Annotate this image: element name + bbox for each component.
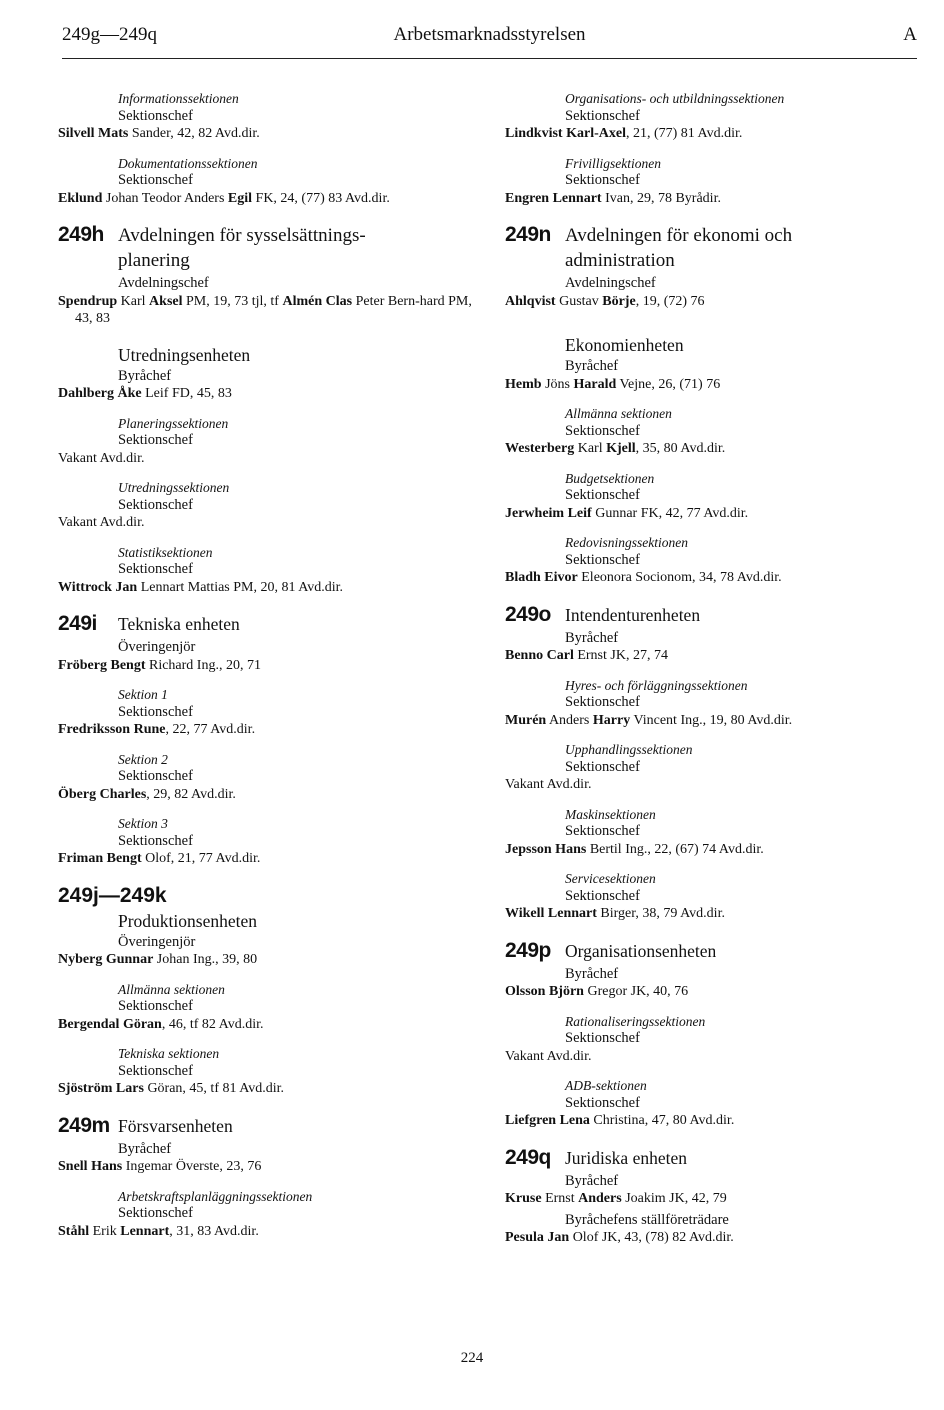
right-column [505, 90, 935, 1247]
section-name: Allmänna sektionen [565, 406, 672, 421]
unit-name: Försvarsenheten [118, 1115, 233, 1136]
section-name: Sektion 1 [118, 687, 168, 702]
details: Lennart Mattias PM, 20, 81 Avd.dir. [137, 579, 344, 595]
person-entry [505, 293, 935, 311]
surname: Jerwheim Leif [505, 505, 592, 521]
section-name: Maskinsektionen [565, 806, 656, 822]
details: Ernst [541, 1191, 579, 1206]
details: Karl [574, 441, 607, 456]
acting-name: Almén Clas [282, 293, 353, 309]
surname: Hemb [505, 376, 542, 392]
section-name: Organisations- och utbildningssektionen [565, 91, 785, 106]
details: Christina, 47, 80 Avd.dir. [589, 1113, 735, 1128]
role-title: Avdelningschef [118, 275, 209, 291]
section-code: 249j—249k [58, 883, 167, 907]
first-name: Harald [573, 376, 617, 392]
surname: Snell Hans [58, 1159, 123, 1174]
details: Göran, 45, tf 81 Avd.dir. [143, 1081, 285, 1096]
section-name: Tekniska sektionen [118, 1046, 220, 1061]
details: Anders [546, 712, 593, 728]
details: Bertil Ing., 22, (67) 74 Avd.dir. [586, 841, 764, 857]
vacant-entry: Vakant Avd.dir. [505, 1048, 592, 1064]
person-entry [58, 951, 488, 969]
details: , 29, 82 Avd.dir. [146, 786, 236, 802]
section-name: Utredningssektionen [118, 480, 230, 495]
person-entry [505, 190, 935, 208]
section-name: Hyres- och förläggningssektionen [565, 677, 748, 693]
details: Johan Teodor Anders [102, 190, 228, 206]
role-title: Sektionschef [565, 823, 640, 839]
role-title: Sektionschef [565, 422, 640, 439]
header-title: Arbetsmarknadsstyrelsen [393, 24, 586, 45]
first-name: Aksel [149, 293, 183, 309]
details: Gunnar FK, 42, 77 Avd.dir. [591, 505, 749, 521]
section-name: Arbetskraftsplanläggningssektionen [118, 1188, 313, 1204]
vacant-entry: Vakant Avd.dir. [58, 515, 145, 530]
surname: Fredriksson Rune [58, 722, 166, 737]
unit-name: Ekonomienheten [565, 335, 684, 355]
surname: Lindkvist Karl-Axel [505, 126, 626, 141]
role-title: Byråchef [565, 358, 619, 374]
unit-name: Tekniska enheten [118, 614, 240, 634]
first-name: Anders [578, 1191, 622, 1206]
details: , 46, tf 82 Avd.dir. [161, 1016, 264, 1032]
surname: Spendrup [58, 293, 118, 309]
role-title: Sektionschef [565, 1030, 640, 1046]
details: , 19, (72) 76 [635, 293, 705, 309]
section-heading-249h [58, 223, 488, 273]
section-name: Frivilligsektionen [565, 155, 661, 171]
section-code: 249q [505, 1145, 551, 1169]
person-entry [58, 850, 488, 868]
header-rule [62, 58, 917, 59]
section-heading-249q [505, 1146, 935, 1171]
details: Olof JK, 43, (78) 82 Avd.dir. [569, 1230, 734, 1245]
role-title: Sektionschef [118, 561, 193, 577]
details: Ernst JK, 27, 74 [573, 648, 668, 663]
role-title: Sektionschef [118, 1205, 193, 1221]
person-entry [505, 505, 935, 523]
person-entry [505, 569, 935, 587]
surname: Wittrock Jan [58, 579, 138, 595]
surname: Ståhl [58, 1223, 90, 1239]
surname: Ahlqvist [505, 293, 556, 309]
surname: Silvell Mats [58, 126, 129, 141]
role-title: Sektionschef [118, 496, 193, 513]
person-entry [58, 190, 488, 208]
person-entry [505, 125, 935, 143]
details: Johan Ing., 39, 80 [153, 952, 258, 967]
vacant-entry: Vakant Avd.dir. [505, 777, 592, 792]
person-entry [58, 1158, 488, 1176]
section-heading-249m [58, 1114, 488, 1139]
running-header [62, 24, 917, 48]
section-name: Statistiksektionen [118, 544, 213, 560]
unit-name: Intendenturenheten [565, 604, 701, 625]
details: PM, 19, 73 tjl, tf [182, 293, 283, 309]
role-title: Byråchef [118, 1140, 172, 1157]
person-entry [58, 1080, 488, 1098]
surname: Bergendal Göran [58, 1016, 162, 1032]
role-title: Byråchef [565, 965, 619, 982]
surname: Liefgren Lena [505, 1113, 590, 1128]
department-name-cont: planering [118, 250, 190, 271]
details: Vincent Ing., 19, 80 Avd.dir. [630, 712, 793, 728]
section-code: 249h [58, 223, 104, 246]
details: Karl [117, 293, 150, 309]
first-name: Börje [602, 293, 636, 309]
surname: Murén [505, 712, 547, 728]
role-title: Sektionschef [118, 998, 193, 1014]
section-heading-249p [505, 939, 935, 964]
first-name: Egil [227, 190, 253, 206]
details: , 35, 80 Avd.dir. [635, 441, 726, 456]
vacant-entry: Vakant Avd.dir. [58, 450, 145, 466]
role-title: Sektionschef [118, 768, 193, 784]
section-heading-249o [505, 603, 935, 628]
section-code: 249m [58, 1113, 110, 1137]
section-name: Servicesektionen [565, 871, 656, 886]
surname: Pesula Jan [505, 1230, 570, 1245]
role-title: Överingenjör [118, 933, 196, 950]
surname: Friman Bengt [58, 851, 142, 866]
surname: Engren Lennart [505, 190, 602, 206]
surname: Öberg Charles [58, 786, 147, 802]
person-entry [58, 385, 488, 403]
section-code: 249i [58, 612, 97, 635]
role-title: Sektionschef [118, 432, 193, 448]
person-entry [505, 376, 935, 394]
surname: Olsson Björn [505, 984, 584, 999]
role-title: Sektionschef [565, 887, 640, 904]
role-title: Byråchef [565, 629, 619, 646]
role-title: Sektionschef [118, 832, 193, 849]
first-name: Lennart [120, 1223, 170, 1239]
department-name: Avdelningen för sysselsättnings- [118, 225, 366, 246]
first-name: Harry [592, 712, 631, 728]
section-name: Budgetsektionen [565, 470, 655, 486]
header-letter: A [903, 24, 917, 45]
section-name: Sektion 3 [118, 816, 168, 831]
surname: Fröberg Bengt [58, 657, 146, 673]
surname: Westerberg [505, 441, 575, 456]
person-entry [505, 905, 935, 923]
role-title: Sektionschef [565, 758, 640, 775]
role-title: Sektionschef [565, 1094, 640, 1111]
role-title: Sektionschef [118, 107, 193, 124]
details: , 22, 77 Avd.dir. [165, 722, 256, 737]
details: Joakim JK, 42, 79 [621, 1191, 727, 1206]
surname: Nyberg Gunnar [58, 952, 154, 967]
unit-name: Produktionsenheten [118, 910, 258, 931]
section-code: 249n [505, 223, 551, 246]
details: Leif FD, 45, 83 [141, 386, 232, 401]
first-name: Kjell [606, 441, 636, 456]
person-entry [58, 293, 488, 328]
details: Ingemar Överste, 23, 76 [122, 1159, 262, 1174]
role-title: Byråchefens ställföreträdare [565, 1211, 729, 1228]
role-title: Sektionschef [118, 703, 193, 720]
unit-name: Utredningsenheten [118, 344, 251, 365]
surname: Benno Carl [505, 648, 574, 663]
section-name: Sektion 2 [118, 751, 168, 767]
section-code: 249o [505, 602, 551, 626]
surname: Dahlberg Åke [58, 386, 142, 401]
person-entry [58, 579, 488, 597]
surname: Sjöström Lars [58, 1081, 144, 1096]
page-number: 224 [460, 1350, 484, 1366]
details: , 31, 83 Avd.dir. [169, 1223, 259, 1239]
left-column [58, 90, 488, 1240]
person-entry [505, 841, 935, 859]
department-name-cont: administration [565, 250, 675, 271]
section-name: Allmänna sektionen [118, 981, 225, 997]
unit-name: Organisationsenheten [565, 940, 717, 961]
section-name: Informationssektionen [118, 91, 239, 106]
surname: Wikell Lennart [505, 906, 597, 921]
details: Ivan, 29, 78 Byrådir. [601, 190, 721, 206]
role-title: Byråchef [565, 1172, 619, 1189]
details: FK, 24, (77) 83 Avd.dir. [252, 190, 390, 206]
details: Jöns [541, 376, 574, 392]
details: Sander, 42, 82 Avd.dir. [128, 126, 260, 141]
role-title: Byråchef [118, 367, 172, 384]
person-entry [505, 712, 935, 730]
person-entry [505, 647, 935, 665]
details: Gregor JK, 40, 76 [583, 984, 689, 999]
details: Peter Bern-hard PM, 43, 83 [75, 293, 472, 326]
role-title: Sektionschef [565, 172, 640, 188]
person-entry [505, 440, 935, 458]
section-heading-249i [58, 612, 488, 637]
section-name: Redovisningssektionen [565, 535, 688, 550]
details: Gustav [555, 293, 603, 309]
section-name: Upphandlingssektionen [565, 742, 693, 757]
details: , 21, (77) 81 Avd.dir. [625, 126, 743, 141]
details: Birger, 38, 79 Avd.dir. [596, 906, 725, 921]
details: Richard Ing., 20, 71 [145, 657, 261, 673]
department-name: Avdelningen för ekonomi och [565, 225, 793, 246]
header-range: 249g—249q [62, 24, 157, 45]
role-title: Sektionschef [565, 107, 640, 124]
role-title: Sektionschef [565, 551, 640, 568]
role-title: Sektionschef [565, 694, 640, 710]
role-title: Sektionschef [565, 487, 640, 503]
person-entry [58, 786, 488, 804]
section-name: Planeringssektionen [118, 415, 229, 431]
surname: Eklund [58, 190, 103, 206]
surname: Kruse [505, 1191, 542, 1206]
surname: Jepsson Hans [505, 841, 587, 857]
details: Eleonora Socionom, 34, 78 Avd.dir. [577, 570, 782, 585]
person-entry [505, 983, 935, 1001]
person-entry [58, 125, 488, 143]
role-title: Överingenjör [118, 639, 196, 655]
section-heading-249n [505, 223, 935, 273]
role-title: Sektionschef [118, 172, 193, 188]
person-entry [505, 1112, 935, 1130]
person-entry [58, 1223, 488, 1241]
section-name: Dokumentationssektionen [118, 155, 258, 171]
section-name: Rationaliseringssektionen [565, 1013, 706, 1029]
details: Olof, 21, 77 Avd.dir. [141, 851, 261, 866]
role-title: Sektionschef [118, 1062, 193, 1079]
unit-name: Juridiska enheten [565, 1147, 687, 1168]
person-entry [58, 721, 488, 739]
section-code: 249p [505, 938, 551, 962]
person-entry [505, 1190, 935, 1208]
section-name: ADB-sektionen [565, 1078, 647, 1093]
details: Vejne, 26, (71) 76 [616, 376, 721, 392]
person-entry [505, 1229, 935, 1247]
person-entry [58, 657, 488, 675]
details: Erik [89, 1223, 121, 1239]
surname: Bladh Eivor [505, 570, 578, 585]
role-title: Avdelningschef [565, 275, 656, 291]
person-entry [58, 1016, 488, 1034]
